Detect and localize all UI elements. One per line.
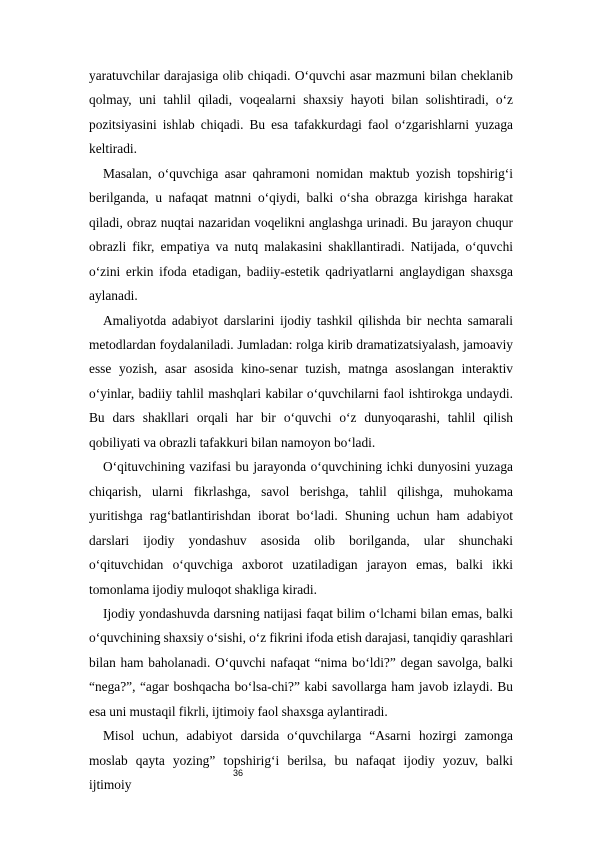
page-number: 36 [232,768,243,778]
paragraph-6: Misol uchun, adabiyot darsida o‘quvchilarga “Asarni hozirgi zamonga moslab qayta yozing” topshirig‘i berilsa, bu nafaqat ijodiy yozuv, balki ijtimoiy [89,728,513,793]
paragraph-1: yaratuvchilar darajasiga olib chiqadi. O‘quvchi asar mazmuni bilan cheklanib qolmay, uni tahlil qiladi, voqealarni shaxsiy hayoti bilan solishtiradi, o‘z pozitsiyasini ishlab chiqadi. Bu esa tafakkurdagi faol o‘zgarishlarni yuzaga keltiradi. [89,68,513,157]
paragraph-3: Amaliyotda adabiyot darslarini ijodiy tashkil qilishda bir nechta samarali metodlardan foydalaniladi. Jumladan: rolga kirib dramatizatsiyalash, jamoaviy esse yozish, asar asosida kino-senar tuzish, matnga asoslangan interaktiv o‘yinlar, badiiy tahlil mashqlari kabilar o‘quvchilarni faol ishtirokga undaydi. Bu dars shakllari orqali har bir o‘quvchi o‘z dunyoqarashi, tahlil qilish qobiliyati va obrazli tafakkuri bilan namoyon bo‘ladi. [89,312,513,450]
paragraph-2: Masalan, o‘quvchiga asar qahramoni nomidan maktub yozish topshirig‘i berilganda, u nafaqat matnni o‘qiydi, balki o‘sha obrazga kirishga harakat qiladi, obraz nuqtai nazaridan voqelikni anglashga urinadi. Bu jarayon chuqur obrazli fikr, empatiya va nutq malakasini shakllantiradi. Natijada, o‘quvchi o‘zini erkin ifoda etadigan, badiiy-estetik qadriyatlarni anglaydigan shaxsga aylanadi. [89,165,513,304]
paragraph-4: O‘qituvchining vazifasi bu jarayonda o‘quvchining ichki dunyosini yuzaga chiqarish, ularni fikrlashga, savol berishga, tahlil qilishga, muhokama yuritishga rag‘batlantirishdan iborat bo‘ladi. Shuning uchun ham adabiyot darslari ijodiy yondashuv asosida olib borilganda, ular shunchaki o‘qituvchidan o‘quvchiga axborot uzatiladigan jarayon emas, balki ikki tomonlama ijodiy muloqot shakliga kiradi. [89,459,513,597]
document-page [89,64,513,798]
paragraph-5: Ijodiy yondashuvda darsning natijasi faqat bilim o‘lchami bilan emas, balki o‘quvchining shaxsiy o‘sishi, o‘z fikrini ifoda etish darajasi, tanqidiy qarashlari bilan ham baholanadi. O‘quvchi nafaqat “nima bo‘ldi?” degan savolga, balki “nega?”, “agar boshqacha bo‘lsa-chi?” kabi savollarga ham javob izlaydi. Bu esa uni mustaqil fikrli, ijtimoiy faol shaxsga aylantiradi. [89,605,513,719]
